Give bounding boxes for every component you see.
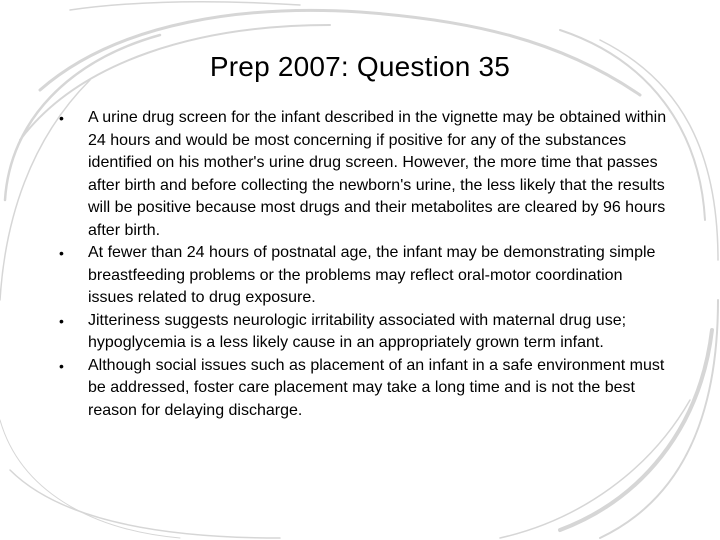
swirl-curve — [10, 470, 280, 538]
bullet-text: Jitteriness suggests neurologic irritability associated with maternal drug use; hypoglycemia is a less likely cause in an appropriately grown term infant. — [88, 311, 627, 351]
bullet-item — [52, 355, 672, 423]
bullet-dot-icon: • — [59, 110, 64, 126]
bullet-item — [52, 107, 672, 242]
bullet-text: A urine drug screen for the infant described in the vignette may be obtained within 24 hours and would be most concerning if positive for any of the substances identified on his mother's urine drug screen. However, the more time that passes after birth and before collecting the newborn's urine, the less likely that the results will be positive because most drugs and their metabolites are cleared by 96 hours after birth. — [88, 109, 667, 239]
bullet-list — [52, 107, 672, 422]
bullet-dot-icon: • — [59, 357, 64, 374]
swirl-curve — [70, 2, 300, 10]
bullet-dot-icon: • — [59, 245, 64, 261]
bullet-text: At fewer than 24 hours of postnatal age, the infant may be demonstrating simple breastfeeding problems or the problems may reflect oral-motor coordination issues related to drug exposure. — [88, 244, 656, 306]
bullet-dot-icon: • — [59, 312, 64, 329]
bullet-item — [52, 242, 672, 310]
swirl-curve — [0, 420, 180, 538]
slide-title: Prep 2007: Question 35 — [209, 51, 511, 82]
bullet-item — [52, 310, 672, 355]
bullet-text: Although social issues such as placement of an infant in a safe environment must be addressed, foster care placement may take a long time and is not the best reason for delaying discharge. — [88, 356, 665, 419]
